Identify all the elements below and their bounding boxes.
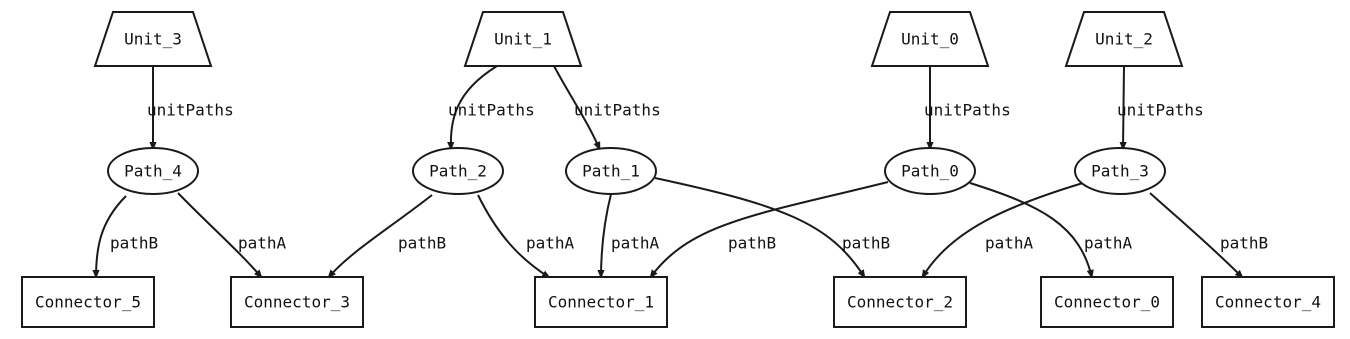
edge-label: pathA [526, 233, 575, 253]
edge-label: pathA [611, 233, 660, 253]
node-label: Unit_2 [1095, 29, 1153, 49]
node-label: Path_0 [901, 161, 959, 181]
node-unit-1 [465, 12, 581, 66]
node-label: Connector_0 [1054, 292, 1160, 312]
node-path-2 [413, 148, 503, 194]
edge-label: pathB [728, 233, 777, 253]
node-label: Unit_1 [494, 29, 552, 49]
edge-path-1-to-connector-2 [655, 178, 865, 278]
edge-label: pathB [398, 233, 447, 253]
node-path-4 [108, 148, 198, 194]
edge-label: pathB [110, 233, 159, 253]
node-label: Connector_1 [548, 292, 654, 312]
edge-path-1-to-connector-1 [601, 194, 611, 278]
edge-label: pathA [238, 233, 287, 253]
node-path-1 [566, 148, 656, 194]
node-label: Connector_3 [244, 292, 350, 312]
node-label: Path_1 [582, 161, 640, 181]
node-connector-5 [22, 277, 154, 327]
node-connector-2 [834, 277, 966, 327]
node-label: Path_4 [124, 161, 182, 181]
node-connector-0 [1041, 277, 1173, 327]
edge-label: unitPaths [1117, 100, 1204, 120]
edge-label: pathB [1220, 233, 1269, 253]
node-connector-3 [231, 277, 363, 327]
node-label: Connector_2 [847, 292, 953, 312]
edge-label: pathB [842, 233, 891, 253]
node-label: Path_3 [1091, 161, 1149, 181]
edge-path-0-to-connector-1 [650, 182, 891, 278]
node-unit-0 [872, 12, 988, 66]
edge-label: pathA [1084, 233, 1133, 253]
edge-path-0-to-connector-0 [970, 183, 1092, 278]
edge-label: unitPaths [924, 100, 1011, 120]
edge-label: unitPaths [448, 100, 535, 120]
nodes-layer [22, 12, 1334, 327]
edge-label: unitPaths [147, 100, 234, 120]
node-path-0 [885, 148, 975, 194]
node-label: Unit_0 [901, 29, 959, 49]
node-connector-4 [1202, 277, 1334, 327]
node-label: Unit_3 [124, 29, 182, 49]
node-unit-3 [95, 12, 211, 66]
node-connector-1 [535, 277, 667, 327]
edge-path-3-to-connector-2 [922, 183, 1083, 278]
edge-label: pathA [985, 233, 1034, 253]
node-label: Path_2 [429, 161, 487, 181]
node-label: Connector_4 [1215, 292, 1321, 312]
node-unit-2 [1066, 12, 1182, 66]
node-label: Connector_5 [35, 292, 141, 312]
edge-label: unitPaths [574, 100, 661, 120]
node-path-3 [1075, 148, 1165, 194]
